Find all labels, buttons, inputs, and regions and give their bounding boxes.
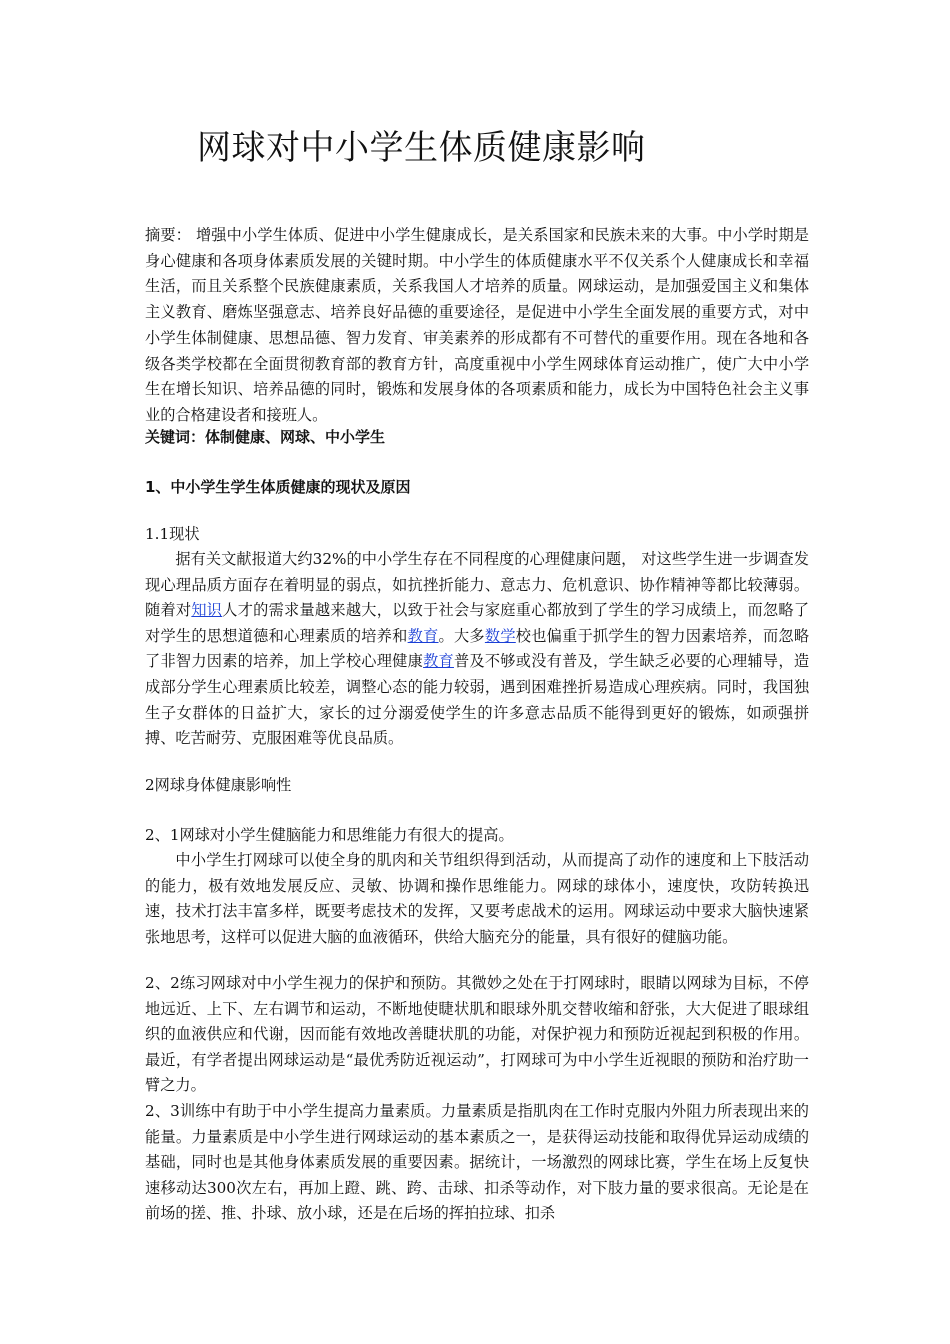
status-paragraph — [145, 547, 809, 752]
section-1-heading: 1、中小学生学生体质健康的现状及原因 — [145, 478, 411, 496]
text-run: 据有关文献报道大约32%的中小学生存在不同程度的心理健康问题， 对这些学生进一步调查发现心理品质方面存在着明显的弱点，如抗挫折能力、意志力、危机意识、协作精神等都比较薄弱。 随着对 — [145, 550, 809, 620]
text-run: 校也偏重于抓学生的智力因素培养，而忽略了非智力因素的培养，加上学校心理健康 — [145, 626, 810, 671]
subsection-2-1-heading: 2、1网球对小学生健脑能力和思维能力有很大的提高。 — [145, 826, 514, 844]
brain-paragraph: 中小学生打网球可以使全身的肌肉和关节组织得到活动，从而提高了动作的速度和上下肢活动的能力，极有效地发展反应、灵敏、协调和操作思维能力。网球的球体小，速度快，攻防转换迅速，技术打法丰富多样，既要考虑技术的发挥，又要考虑战术的运用。网球运动中要求大脑快速紧张地思考，这样可以促进大脑的血液循环，供给大脑充分的能量，具有很好的健脑功能。 — [145, 851, 809, 946]
section-2-heading: 2网球身体健康影响性 — [145, 776, 292, 794]
keywords-line: 关键词：体制健康、网球、中小学生 — [145, 428, 386, 446]
education-link[interactable]: 教育 — [423, 652, 454, 671]
abstract-paragraph: 摘要： 增强中小学生体质、促进中小学生健康成长，是关系国家和民族未来的大事。中小学时期是身心健康和各项身体素质发展的关键时期。中小学生的体质健康水平不仅关系个人健康成长和幸福生活，而且关系整个民族健康素质，关系我国人才培养的质量。网球运动，是加强爱国主义和集体主义教育、磨炼坚强意志、培养良好品德的重要途径，是促进中小学生全面发展的重要方式，对中小学生体制健康、思想品德、智力发育、审美素养的形成都有不可替代的重要作用。现在各地和各级各类学校都在全面贯彻教育部的教育方针，高度重视中小学生网球体育运动推广，使广大中小学生在增长知识、培养品德的同时，锻炼和发展身体的各项素质和能力，成长为中国特色社会主义事业的合格建设者和接班人。 — [145, 226, 809, 424]
text-run: 普及不够或没有普及，学生缺乏必要的心理辅导，造成部分学生心理素质比较差，调整心态的能力较弱，遇到困难挫折易造成心理疾病。同时，我国独生子女群体的日益扩大，家长的过分溺爱使学生的许多意志品质不能得到更好的锻炼，如顽强拼搏、吃苦耐劳、克服困难等优良品质。 — [145, 652, 810, 748]
subsection-1-1-heading: 1.1现状 — [145, 525, 200, 543]
text-run: 人才的需求量越来越大，以致于社会与家庭重心都放到了学生的学习成绩上，而忽略了对学生的思想道德和心理素质的培养和 — [145, 601, 810, 645]
vision-paragraph: 2、2练习网球对中小学生视力的保护和预防。其微妙之处在于打网球时，眼睛以网球为目标，不停地远近、上下、左右调节和运动，不断地使睫状肌和眼球外肌交替收缩和舒张，大大促进了眼球组织的血液供应和代谢，因而能有效地改善睫状肌的功能，对保护视力和预防近视起到积极的作用。最近，有学者提出网球运动是“最优秀防近视运动”，打网球可为中小学生近视眼的预防和治疗助一臂之力。 — [145, 974, 809, 1095]
text-run: 。大多 — [438, 626, 485, 645]
strength-paragraph: 2、3训练中有助于中小学生提高力量素质。力量素质是指肌肉在工作时克服内外阻力所表现出来的能量。力量素质是中小学生进行网球运动的基本素质之一，是获得运动技能和取得优异运动成绩的基础，同时也是其他身体素质发展的重要因素。据统计，一场激烈的网球比赛，学生在场上反复快速移动达300次左右，再加上蹬、跳、跨、击球、扣杀等动作，对下肢力量的要求很高。无论是在前场的搓、推、扑球、放小球，还是在后场的挥拍拉球、扣杀 — [145, 1102, 809, 1223]
knowledge-link[interactable]: 知识 — [191, 601, 223, 620]
document-title: 网球对中小学生体质健康影响 — [197, 128, 646, 168]
math-link[interactable]: 数学 — [484, 626, 516, 645]
education-link[interactable]: 教育 — [407, 626, 439, 645]
